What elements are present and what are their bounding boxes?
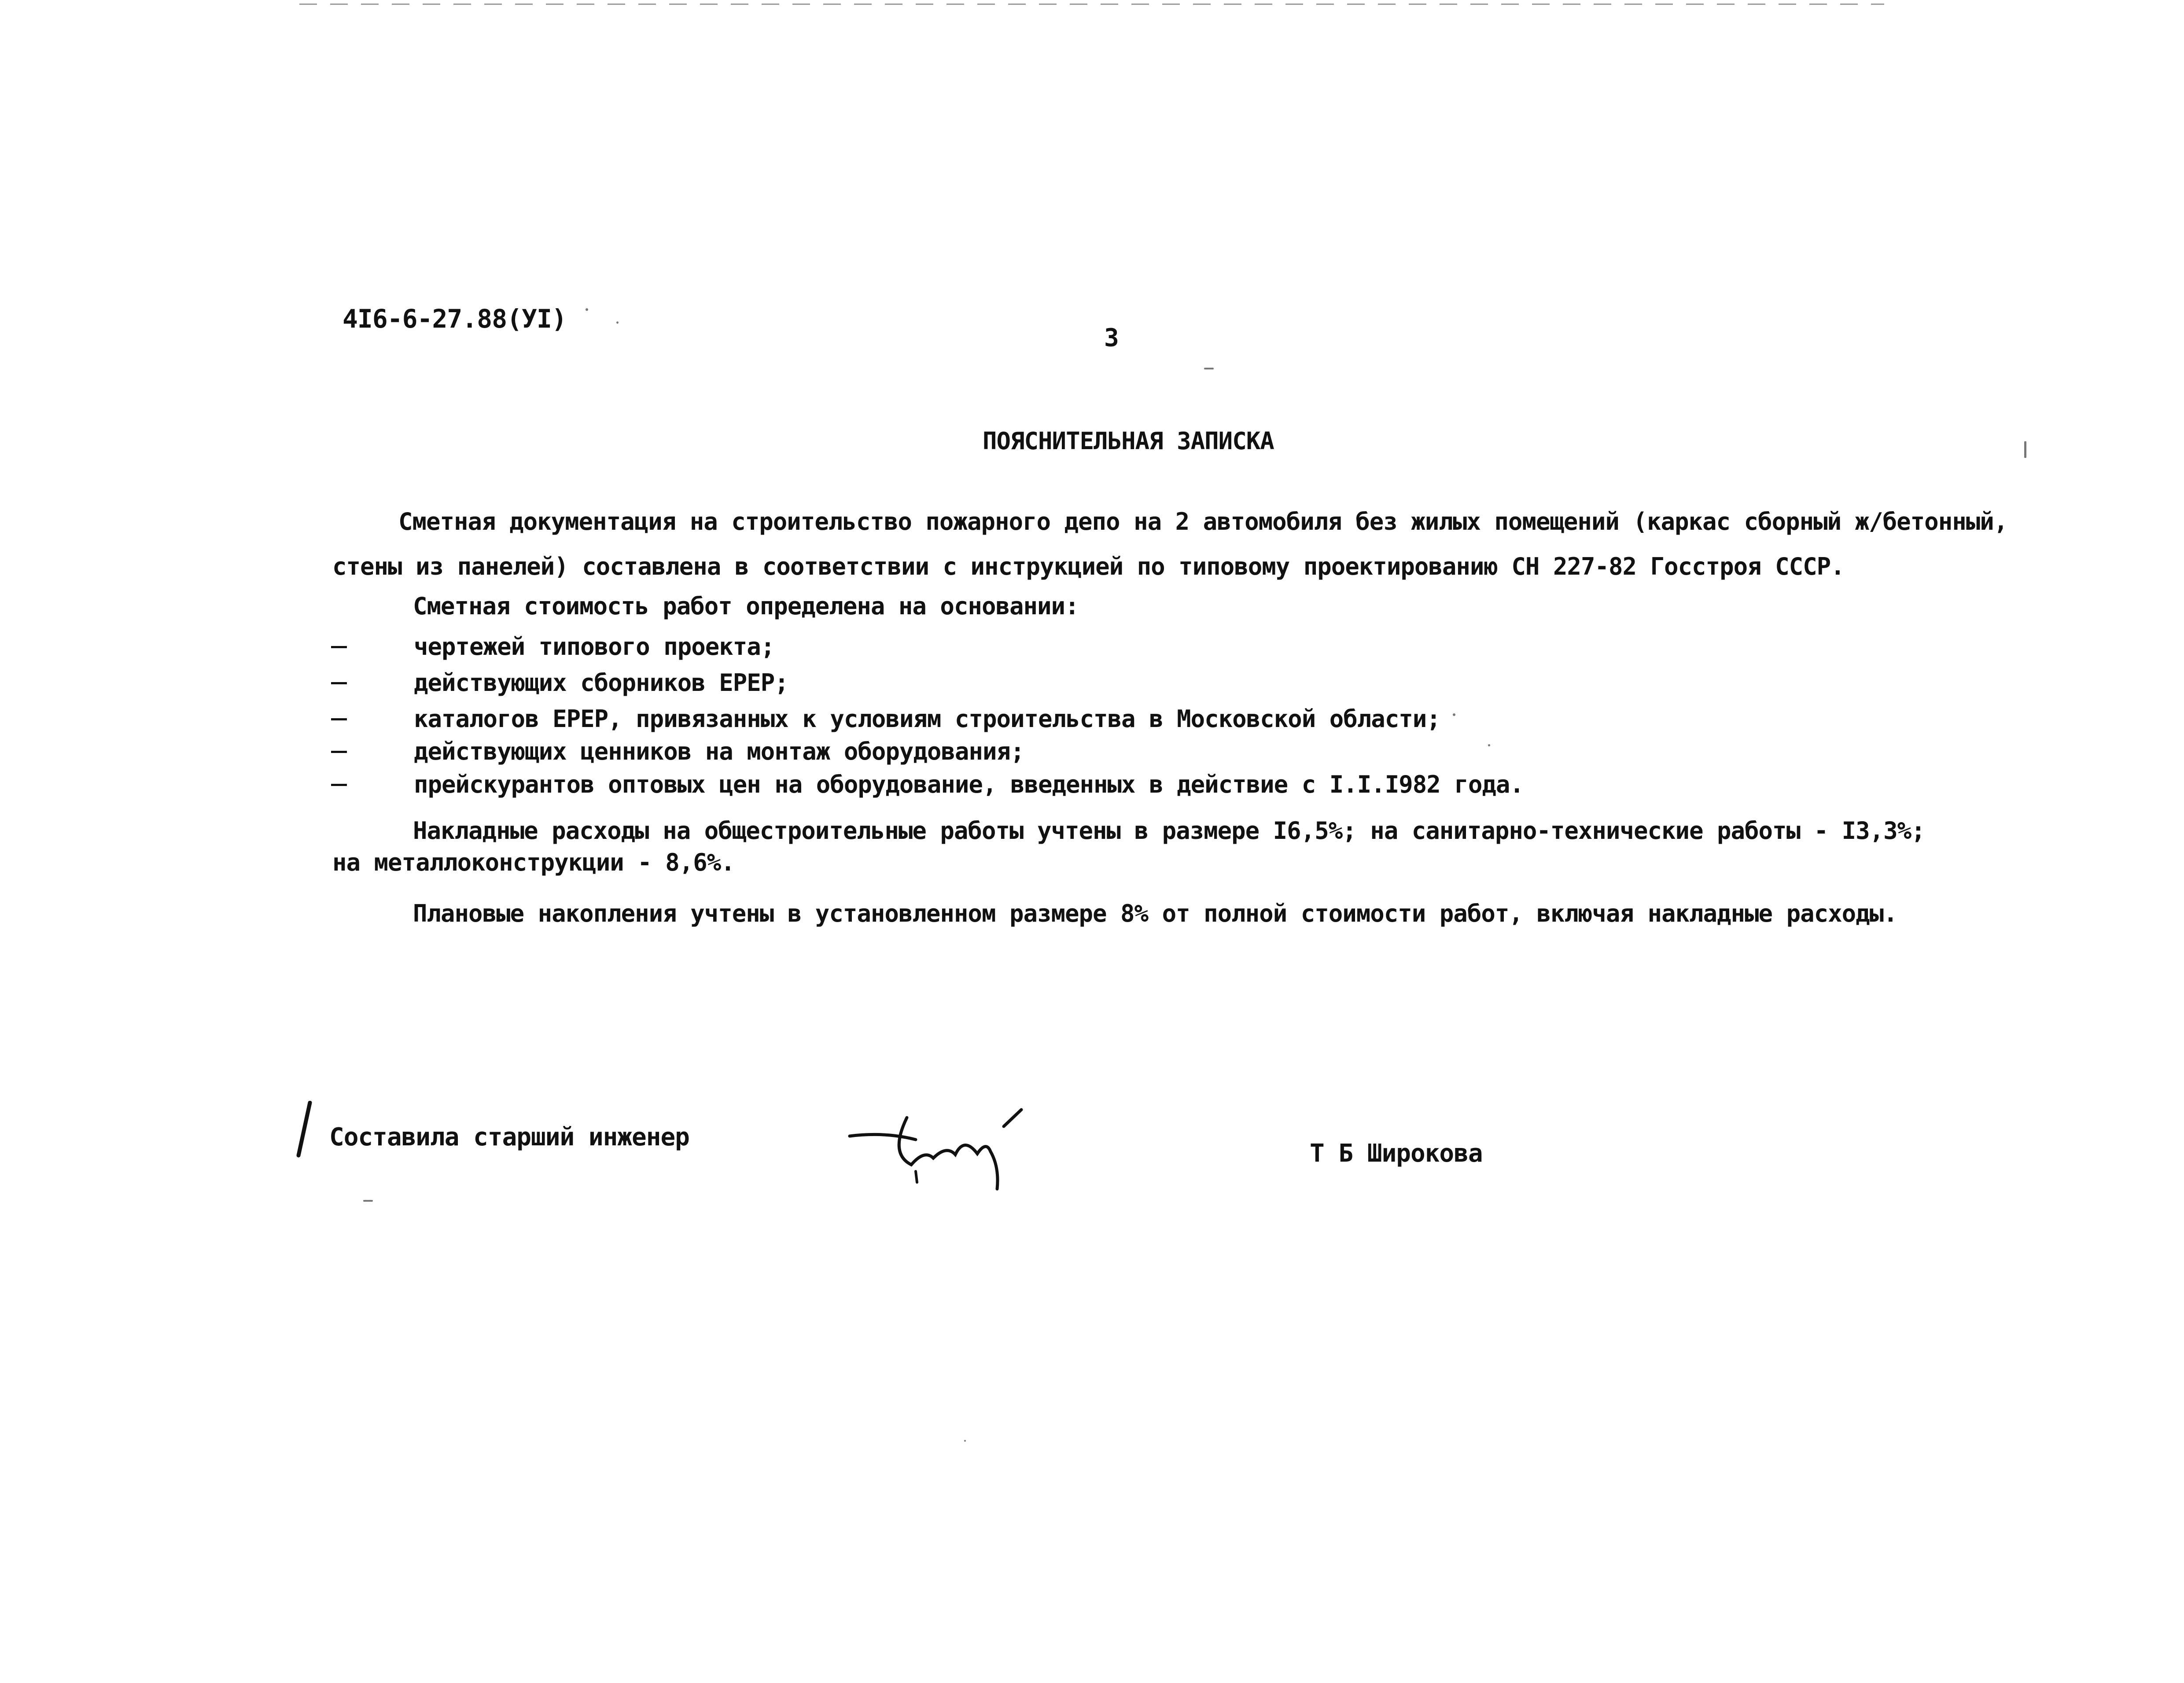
basis-intro: Сметная стоимость работ определена на основании: [413,592,1079,620]
scan-speck [586,308,588,311]
slash-mark-icon [295,1101,313,1158]
paragraph1-line1: Сметная документация на строительство пожарного депо на 2 автомобиля без жилых помещений (каркас сборный ж/бетонный, [398,508,2008,535]
scan-speck [1488,744,1490,746]
bullet-dash [331,682,347,684]
scan-speck [363,1200,373,1202]
savings-paragraph: Плановые накопления учтены в установленном размере 8% от полной стоимости работ, включая накладные расходы. [413,900,1897,927]
bullet-dash [331,646,347,648]
scan-speck [2024,441,2026,458]
overhead-line1: Накладные расходы на общестроительные работы учтены в размере I6,5%; на санитарно-технические работы - I3,3%; [413,817,1925,845]
handwritten-signature-icon [845,1105,1074,1193]
signer-name: Т Б Широкова [1310,1139,1483,1168]
basis-item: каталогов ЕРЕР, привязанных к условиям строительства в Московской области; [414,705,1440,733]
page-number: 3 [1104,324,1119,352]
document-title: ПОЯСНИТЕЛЬНАЯ ЗАПИСКА [983,427,1274,455]
bullet-dash [331,751,347,753]
scan-speck [1453,713,1455,716]
basis-item: действующих ценников на монтаж оборудования; [414,738,1024,765]
scan-speck [964,1440,966,1442]
basis-item: чертежей типового проекта; [414,633,775,661]
document-code: 4I6-6-27.88(УI) [343,304,567,334]
paragraph1-line2: стены из панелей) составлена в соответствии с инструкцией по типовому проектированию СН 227-82 Госстроя СССР. [332,553,1845,580]
basis-item: прейскурантов оптовых цен на оборудование, введенных в действие с I.I.I982 года. [414,771,1524,798]
signature-label: Составила старший инженер [329,1123,689,1152]
scan-speck [616,321,619,324]
overhead-line2: на металлоконструкции - 8,6%. [332,849,735,876]
bullet-dash [331,718,347,720]
scan-speck [1204,368,1214,369]
scan-top-edge [299,4,1884,5]
basis-item: действующих сборников ЕРЕР; [414,669,788,697]
bullet-dash [331,784,347,786]
